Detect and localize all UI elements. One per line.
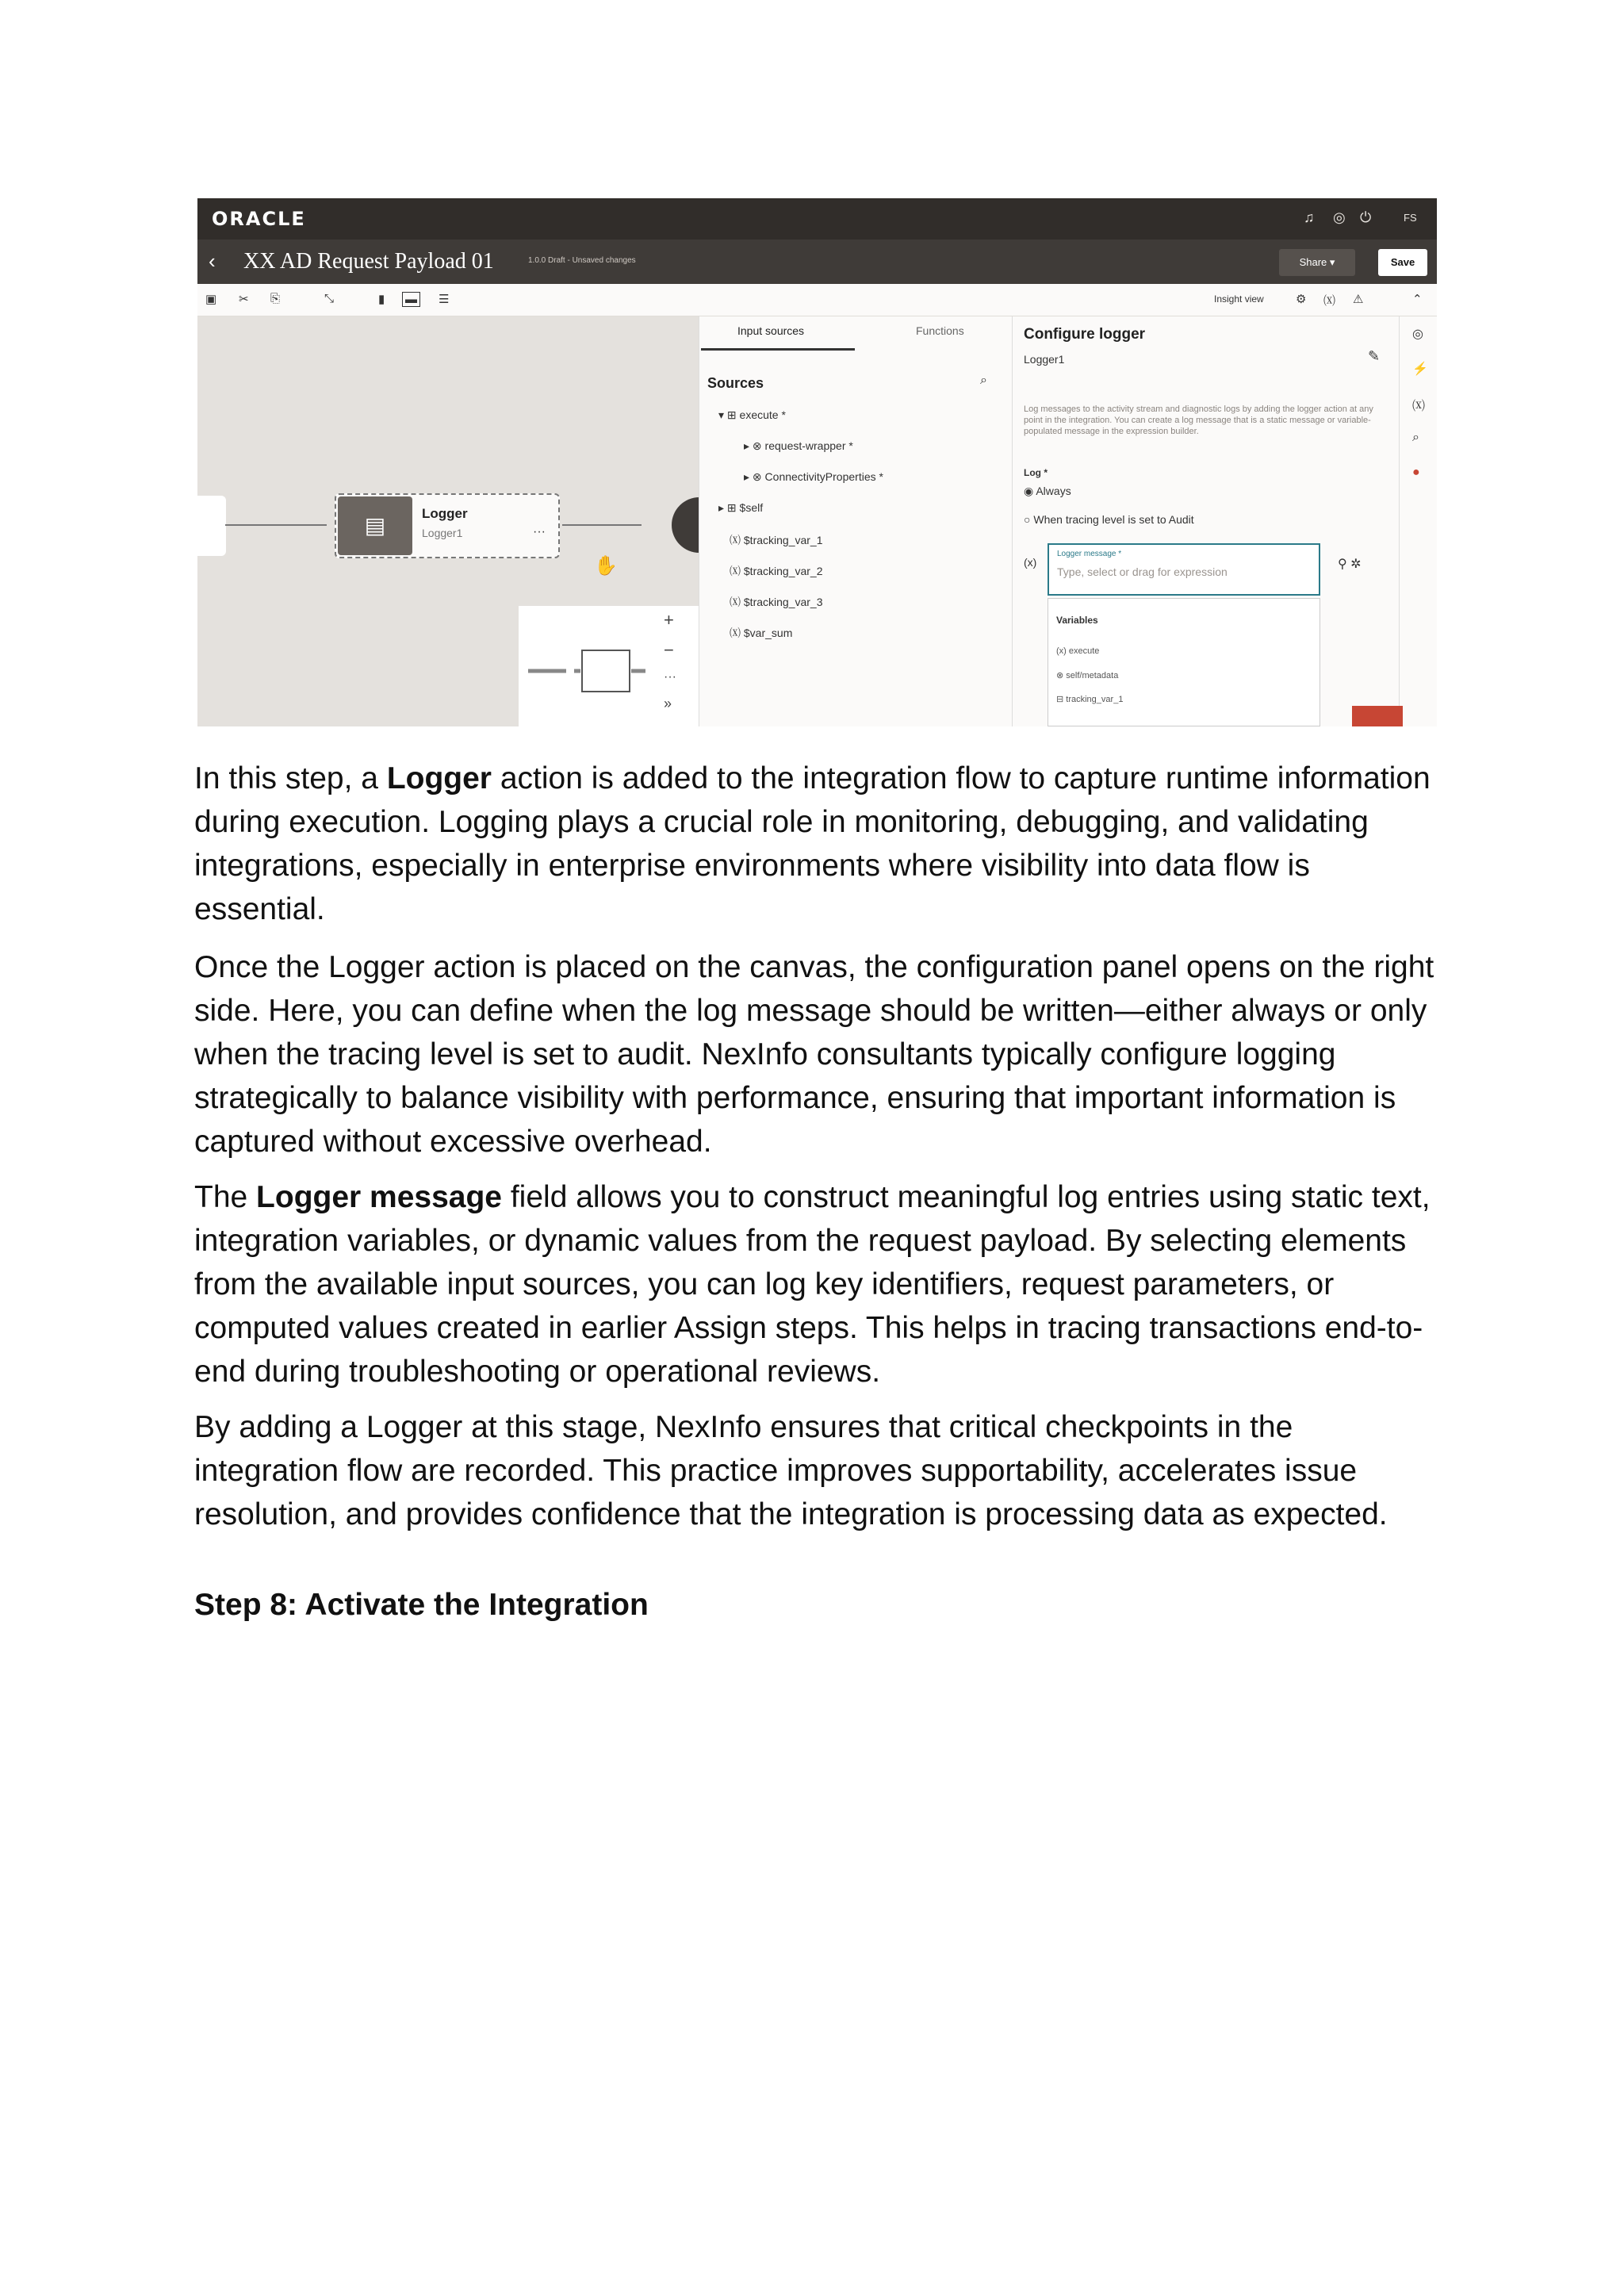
logger-name: Logger1: [1024, 353, 1065, 366]
expression-builder-icon[interactable]: ⚲ ✲: [1338, 558, 1362, 571]
search-icon[interactable]: ⌕: [1412, 431, 1419, 444]
share-button[interactable]: Share ▾: [1279, 249, 1355, 276]
integration-title: XX AD Request Payload 01: [243, 249, 494, 274]
tree-item-label: $tracking_var_3: [743, 596, 823, 608]
pseudo-layout-icon[interactable]: ☰: [439, 293, 450, 306]
help-icon[interactable]: ◎: [1333, 209, 1346, 225]
power-icon[interactable]: ⏻: [1360, 209, 1372, 225]
tree-item[interactable]: ⒳ $var_sum: [730, 627, 793, 639]
log-label: Log *: [1024, 467, 1048, 478]
radio-audit-label: When tracing level is set to Audit: [1033, 513, 1194, 526]
logger-message-label: Logger message *: [1057, 550, 1122, 558]
paragraph: [194, 757, 1439, 931]
tree-item-label: $tracking_var_1: [743, 534, 823, 546]
p1-text: In this step, a: [194, 761, 387, 795]
tree-item[interactable]: ⒳ $tracking_var_3: [730, 596, 823, 608]
oic-screenshot: [197, 198, 1437, 726]
notifications-icon[interactable]: ♫: [1304, 209, 1315, 225]
tree-item[interactable]: ▾ ⊞ execute *: [718, 408, 786, 421]
radio-always[interactable]: ◉ Always: [1024, 485, 1071, 497]
sources-heading: Sources: [707, 375, 764, 391]
p3-text: field allows you to construct meaningful log entries using static text, integration variables, or dynamic values from the request payload. By selecting elements from the available input sources, you can log key identifiers, request parameters, or computed values created in earlier Assign steps. This helps in tracing transactions end-to-end during troubleshooting or operational reviews.: [194, 1180, 1431, 1389]
config-title: Configure logger: [1024, 326, 1146, 343]
target-icon[interactable]: ◎: [1412, 328, 1423, 341]
edit-icon[interactable]: ✎: [1368, 348, 1381, 364]
tree-item[interactable]: ▸ ⊗ request-wrapper *: [744, 439, 853, 452]
integration-canvas[interactable]: [197, 316, 699, 726]
search-icon[interactable]: ⌕: [980, 374, 987, 387]
select-icon[interactable]: ▣: [205, 293, 217, 306]
paste-icon[interactable]: ⎘: [270, 292, 281, 305]
active-tab-indicator: [701, 348, 855, 351]
integration-status: 1.0.0 Draft - Unsaved changes: [528, 256, 636, 265]
collapse-icon[interactable]: ⤡: [324, 292, 335, 305]
tree-item[interactable]: ⒳ $tracking_var_1: [730, 534, 823, 546]
p1-bold: Logger: [386, 761, 492, 795]
action-icon[interactable]: ⚡: [1412, 362, 1428, 376]
variable-label: tracking_var_1: [1066, 695, 1124, 704]
paragraph: By adding a Logger at this stage, NexInfo ensures that critical checkpoints in the integration flow are recorded. This practice improves supportability, accelerates issue resolution, and provides confidence that the integration is processing data as expected.: [194, 1410, 1388, 1531]
radio-audit[interactable]: ○ When tracing level is set to Audit: [1024, 513, 1194, 526]
flow-connector: [562, 524, 642, 526]
variables-icon[interactable]: ⒳: [1412, 400, 1426, 413]
variables-heading: Variables: [1056, 615, 1098, 626]
logger-message-input[interactable]: [1048, 543, 1320, 596]
zoom-in-icon[interactable]: +: [664, 610, 674, 630]
expand-icon[interactable]: »: [664, 696, 672, 711]
radio-always-label: Always: [1036, 485, 1071, 497]
paragraph: [194, 1175, 1439, 1393]
horizontal-layout-icon[interactable]: ▬: [402, 292, 420, 307]
tree-item[interactable]: ⒳ $tracking_var_2: [730, 565, 823, 577]
tree-item-label: ConnectivityProperties *: [764, 470, 883, 483]
paragraph: Once the Logger action is placed on the canvas, the configuration panel opens on the right side. Here, you can define when the log message should be written—either always or only when the tracing level is set to audit. NexInfo consultants typically configure logging strategically to balance visibility with performance, ensuring that important information is captured without excessive overhead.: [194, 950, 1434, 1159]
flow-connector: [225, 524, 327, 526]
oracle-logo: ORACLE: [212, 208, 306, 230]
logger-node-title: Logger: [422, 506, 468, 521]
more-options-icon[interactable]: ···: [533, 525, 546, 539]
variables-icon[interactable]: ⒳: [1323, 294, 1336, 308]
expression-icon: (x): [1024, 556, 1037, 569]
save-button[interactable]: Save: [1378, 249, 1427, 276]
user-avatar[interactable]: FS: [1404, 212, 1417, 224]
p3-bold: Logger message: [256, 1180, 502, 1214]
config-description: Log messages to the activity stream and diagnostic logs by adding the logger action at any point in the integration. You can create a log message that is a static message or variable-populated message in the expression builder.: [1024, 404, 1373, 436]
collapse-up-icon[interactable]: ⌃: [1412, 293, 1423, 306]
tree-item[interactable]: ▸ ⊗ ConnectivityProperties *: [744, 470, 883, 483]
hand-cursor-icon: ✋: [594, 555, 618, 577]
logger-icon: ▤: [338, 496, 412, 555]
warning-icon[interactable]: ⚠: [1353, 293, 1364, 306]
errors-icon[interactable]: ●: [1412, 466, 1420, 479]
variable-label: execute: [1068, 646, 1100, 656]
tree-item-label: request-wrapper *: [764, 439, 853, 452]
tree-item-label: $var_sum: [743, 627, 793, 639]
oracle-top-bar: [197, 198, 1437, 240]
cut-icon[interactable]: ✂: [239, 293, 249, 306]
step-heading: Step 8: Activate the Integration: [194, 1588, 649, 1622]
tree-item[interactable]: ▸ ⊞ $self: [718, 501, 764, 514]
insight-view-toggle[interactable]: Insight view: [1214, 293, 1264, 305]
share-label: Share: [1299, 256, 1327, 268]
logger-node[interactable]: [335, 493, 560, 558]
previous-node[interactable]: [197, 496, 226, 556]
configure-logger-panel: [1012, 316, 1400, 726]
input-sources-panel: [699, 316, 1013, 726]
p3-text: The: [194, 1180, 257, 1214]
canvas-toolbar: [197, 284, 1437, 316]
tree-item-label: $self: [739, 501, 764, 514]
more-icon[interactable]: ···: [664, 670, 676, 684]
tab-functions[interactable]: Functions: [916, 324, 964, 337]
error-badge: [1352, 706, 1403, 726]
variable-item[interactable]: ⊟ tracking_var_1: [1056, 695, 1124, 704]
variables-dropdown[interactable]: [1048, 598, 1320, 726]
tab-input-sources[interactable]: Input sources: [737, 324, 805, 337]
settings-icon[interactable]: ⚙: [1296, 293, 1307, 306]
variable-label: self/metadata: [1066, 671, 1119, 680]
integration-title-bar: [197, 240, 1437, 284]
right-rail: [1399, 316, 1437, 726]
vertical-layout-icon[interactable]: ▮: [378, 293, 385, 306]
zoom-out-icon[interactable]: −: [664, 640, 674, 660]
back-chevron-icon[interactable]: ‹: [209, 249, 216, 273]
variable-item[interactable]: ⊗ self/metadata: [1056, 671, 1119, 680]
p1-text: action is added to the integration flow to capture runtime information during execution. Logging plays a crucial role in monitoring, debugging, and validating integrations, especially in enterprise environments where visibility into data flow is essential.: [194, 761, 1431, 926]
variable-item[interactable]: (x) execute: [1056, 646, 1100, 656]
tree-item-label: execute *: [739, 408, 786, 421]
logger-message-placeholder: Type, select or drag for expression: [1057, 565, 1228, 578]
logger-node-name: Logger1: [422, 527, 463, 539]
tree-item-label: $tracking_var_2: [743, 565, 823, 577]
